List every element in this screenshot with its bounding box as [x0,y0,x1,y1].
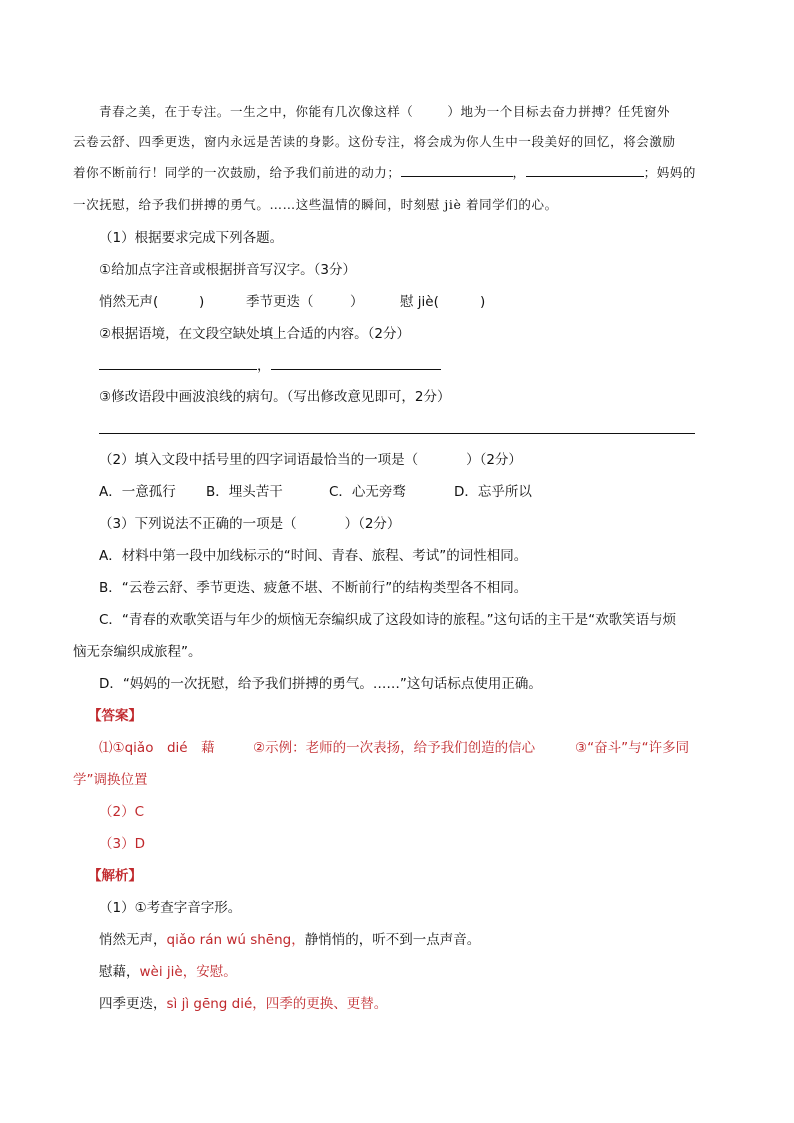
q1-sub1-item-2a: 季节更迭（ [246,294,314,310]
passage-line-1b: ）地为一个目标去奋力拼搏？任凭窗外 [447,104,671,119]
answer-2: （2）C [99,804,145,820]
analysis-line-4a: 四季更迭， [99,996,167,1012]
q1-title: （1）根据要求完成下列各题。 [99,230,284,246]
answer-line-2: 学”调换位置 [73,772,148,788]
q3-option-b: B．“云卷云舒、季节更迭、疲惫不堪、不断前行”的结构类型各不相同。 [99,580,528,596]
analysis-line-2 [99,931,480,949]
answer-3: （3）D [99,836,145,852]
q1-sub1-item-2b: ） [350,294,364,310]
q2-title-a: （2）填入文段中括号里的四字词语最恰当的一项是（ [99,452,419,468]
passage-line-1 [99,103,670,121]
q2-title [99,451,522,469]
analysis-line-2b: qiǎo rán wú shēng， [166,932,305,948]
answer-blank-1 [99,357,257,370]
analysis-line-4b: sì jì gēng dié，四季的更换、更替。 [166,996,388,1012]
analysis-line-1: （1）①考查字音字形。 [99,900,242,916]
q3-title-a: （3）下列说法不正确的一项是（ [99,516,297,532]
q3-option-a: A．材料中第一段中加线标示的“时间、青春、旅程、考试”的词性相同。 [99,548,528,564]
answer-line-1c: ③“奋斗”与“许多同 [575,740,690,756]
q1-sub3-title: ③修改语段中画波浪线的病句。（写出修改意见即可，2分） [99,389,451,405]
q2-option-b: B．埋头苦干 [206,484,283,500]
passage-line-1a: 青春之美，在于专注。一生之中，你能有几次像这样（ [99,104,414,119]
analysis-line-4 [99,995,387,1013]
analysis-line-3a: 慰藉， [99,964,140,980]
passage-line-4: 一次抚慰，给予我们拼搏的勇气。……这些温情的瞬间，时刻慰 jiè 着同学们的心。 [73,197,558,212]
answer-line-1b: ②示例：老师的一次表扬，给予我们创造的信心 [253,740,536,756]
passage-line-3c: ；妈妈的 [643,165,697,180]
q1-sub1-item-3b: ) [480,294,486,310]
analysis-line-3b: wèi jiè，安慰。 [139,964,237,980]
q2-option-a: A．一意孤行 [99,484,176,500]
passage-line-2: 云卷云舒、四季更迭，窗内永远是苦读的身影。这份专注，将会成为你人生中一段美好的回忆，将会激励 [73,134,676,149]
fill-blank-1 [401,164,513,177]
answer-rule [99,433,695,434]
answer-heading: 【答案】 [88,708,142,724]
analysis-line-3 [99,963,237,981]
passage-line-3a: 着你不断前行！同学的一次鼓励，给予我们前进的动力； [73,165,401,180]
q1-sub1-title: ①给加点字注音或根据拼音写汉字。（3分） [99,262,356,278]
q2-option-d: D．忘乎所以 [454,484,532,500]
q3-option-c-line-1: C．“青春的欢歌笑语与年少的烦恼无奈编织成了这段如诗的旅程。”这句话的主干是“欢歌笑语与烦 [99,612,677,628]
q1-sub1-item-1a: 悄然无声( [99,294,159,310]
q1-sub1-item-3a: 慰 jiè( [400,294,439,310]
q1-sub2-title: ②根据语境，在文段空缺处填上合适的内容。（2分） [99,326,410,342]
q3-title-b: ）（2分） [344,516,401,532]
answer-comma: ， [257,358,271,374]
q2-title-b: ）（2分） [466,452,522,468]
analysis-heading: 【解析】 [88,868,142,884]
q1-sub1-item-1b: ) [199,294,205,310]
analysis-line-2a: 悄然无声， [99,932,167,948]
passage-line-3b: ， [512,165,526,180]
q2-option-c: C．心无旁骛 [329,484,406,500]
analysis-line-2c: 静悄悄的，听不到一点声音。 [304,932,481,948]
q3-option-c-line-2: 恼无奈编织成旅程”。 [73,644,202,660]
q1-sub2-answer-line [99,357,441,375]
q3-title [99,515,400,533]
answer-line-1a: ⑴①qiǎo dié 藉 [99,740,215,756]
fill-blank-2 [526,164,644,177]
q3-option-d: D．“妈妈的一次抚慰，给予我们拼搏的勇气。……”这句话标点使用正确。 [99,676,542,692]
answer-blank-2 [271,357,441,370]
passage-line-3 [73,164,696,182]
